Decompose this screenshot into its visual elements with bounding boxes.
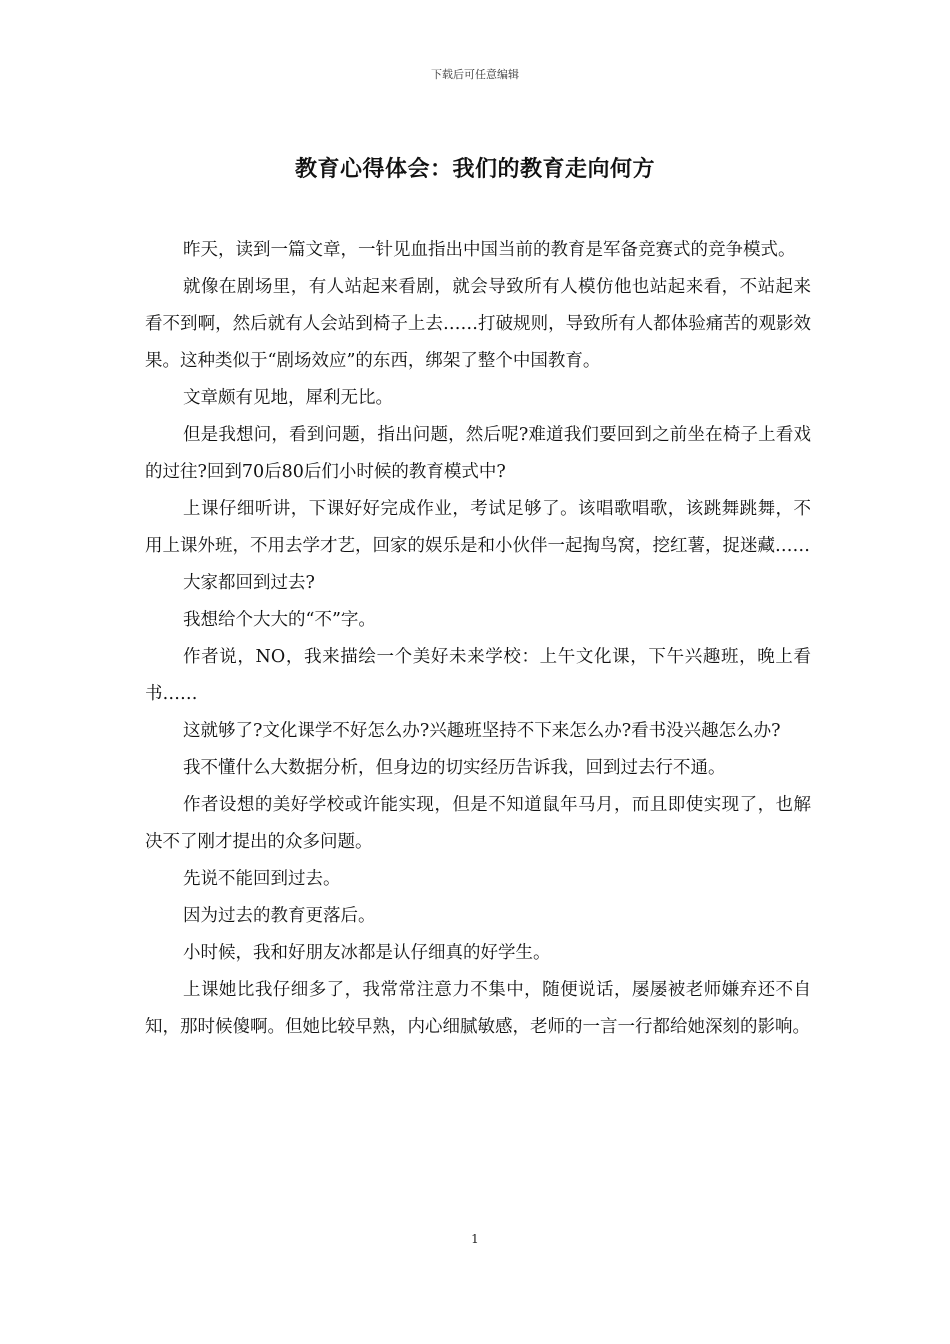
paragraph: 小时候，我和好朋友冰都是认仔细真的好学生。	[183, 943, 551, 963]
document-title: 教育心得体会：我们的教育走向何方	[294, 157, 655, 182]
paragraph: 大家都回到过去?	[183, 573, 315, 593]
paragraph: 上课仔细听讲，下课好好完成作业，考试足够了。该唱歌唱歌，该跳舞跳舞，不用上课外班，不用去学才艺，回家的娱乐是和小伙伴一起掏鸟窝，挖红薯，捉迷藏……	[145, 499, 811, 556]
page-number: 1	[471, 1232, 479, 1246]
paragraph: 就像在剧场里，有人站起来看剧，就会导致所有人模仿他也站起来看，不站起来看不到啊，然后就有人会站到椅子上去……打破规则，导致所有人都体验痛苦的观影效果。这种类似于“剧场效应”的东西，绑架了整个中国教育。	[145, 277, 811, 371]
paragraph: 作者说，NO，我来描绘一个美好未来学校：上午文化课，下午兴趣班，晚上看书……	[145, 647, 811, 704]
paragraph: 昨天，读到一篇文章，一针见血指出中国当前的教育是军备竞赛式的竞争模式。	[183, 240, 796, 260]
paragraph: 文章颇有见地，犀利无比。	[183, 388, 393, 408]
paragraph: 先说不能回到过去。	[183, 869, 341, 889]
paragraph: 我不懂什么大数据分析，但身边的切实经历告诉我，回到过去行不通。	[183, 758, 726, 778]
paragraph: 但是我想问，看到问题，指出问题，然后呢?难道我们要回到之前坐在椅子上看戏的过往?回到70后80后们小时候的教育模式中?	[145, 425, 811, 482]
paragraph: 作者设想的美好学校或许能实现，但是不知道鼠年马月，而且即使实现了，也解决不了刚才提出的众多问题。	[145, 795, 811, 852]
paragraph: 我想给个大大的“不”字。	[183, 610, 376, 630]
header-note: 下载后可任意编辑	[431, 68, 519, 81]
document-body	[145, 232, 811, 1046]
paragraph: 这就够了?文化课学不好怎么办?兴趣班坚持不下来怎么办?看书没兴趣怎么办?	[183, 721, 781, 741]
paragraph: 因为过去的教育更落后。	[183, 906, 376, 926]
paragraph: 上课她比我仔细多了，我常常注意力不集中，随便说话，屡屡被老师嫌弃还不自知，那时候傻啊。但她比较早熟，内心细腻敏感，老师的一言一行都给她深刻的影响。	[145, 980, 811, 1037]
